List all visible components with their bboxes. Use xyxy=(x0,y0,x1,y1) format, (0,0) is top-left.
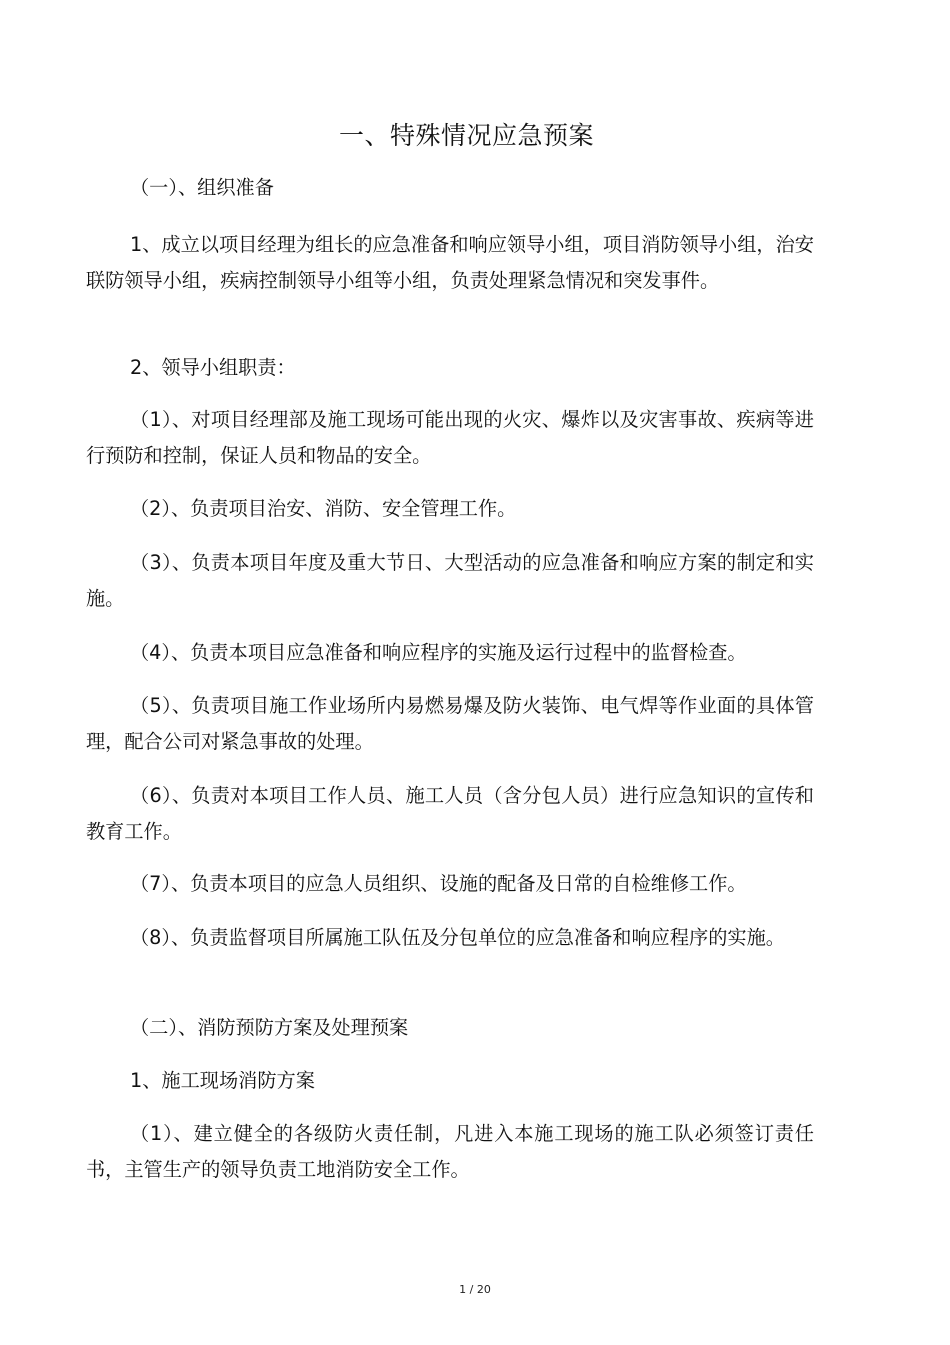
duty-item-7: （7）、负责本项目的应急人员组织、设施的配备及日常的自检维修工作。 xyxy=(130,872,747,895)
duty-item-5: （5）、负责项目施工作业场所内易燃易爆及防火装饰、电气焊等作业面的具体管理，配合公司对紧急事故的处理。 xyxy=(86,694,814,753)
page-number: 1 / 20 xyxy=(459,1283,491,1296)
duty-item-1: （1）、对项目经理部及施工现场可能出现的火灾、爆炸以及灾害事故、疾病等进行预防和控制，保证人员和物品的安全。 xyxy=(86,408,814,467)
duty-item-2: （2）、负责项目治安、消防、安全管理工作。 xyxy=(130,497,517,520)
paragraph-leadership-group: 1、成立以项目经理为组长的应急准备和响应领导小组，项目消防领导小组，治安联防领导小组，疾病控制领导小组等小组，负责处理紧急情况和突发事件。 xyxy=(86,233,814,292)
section-heading-organization: （一）、组织准备 xyxy=(130,176,274,199)
subheading-site-fire-plan: 1、施工现场消防方案 xyxy=(130,1069,315,1092)
duty-item-3: （3）、负责本项目年度及重大节日、大型活动的应急准备和响应方案的制定和实施。 xyxy=(86,551,814,610)
duty-item-8: （8）、负责监督项目所属施工队伍及分包单位的应急准备和响应程序的实施。 xyxy=(130,926,785,949)
fire-plan-item-1: （1）、建立健全的各级防火责任制，凡进入本施工现场的施工队必须签订责任书，主管生产的领导负责工地消防安全工作。 xyxy=(86,1122,814,1181)
duty-item-4: （4）、负责本项目应急准备和响应程序的实施及运行过程中的监督检查。 xyxy=(130,641,747,664)
subheading-group-duties: 2、领导小组职责： xyxy=(130,356,296,379)
section-heading-fire-prevention: （二）、消防预防方案及处理预案 xyxy=(130,1016,409,1039)
duty-item-6: （6）、负责对本项目工作人员、施工人员（含分包人员）进行应急知识的宣传和教育工作。 xyxy=(86,784,814,843)
page-title: 一、特殊情况应急预案 xyxy=(338,121,594,150)
